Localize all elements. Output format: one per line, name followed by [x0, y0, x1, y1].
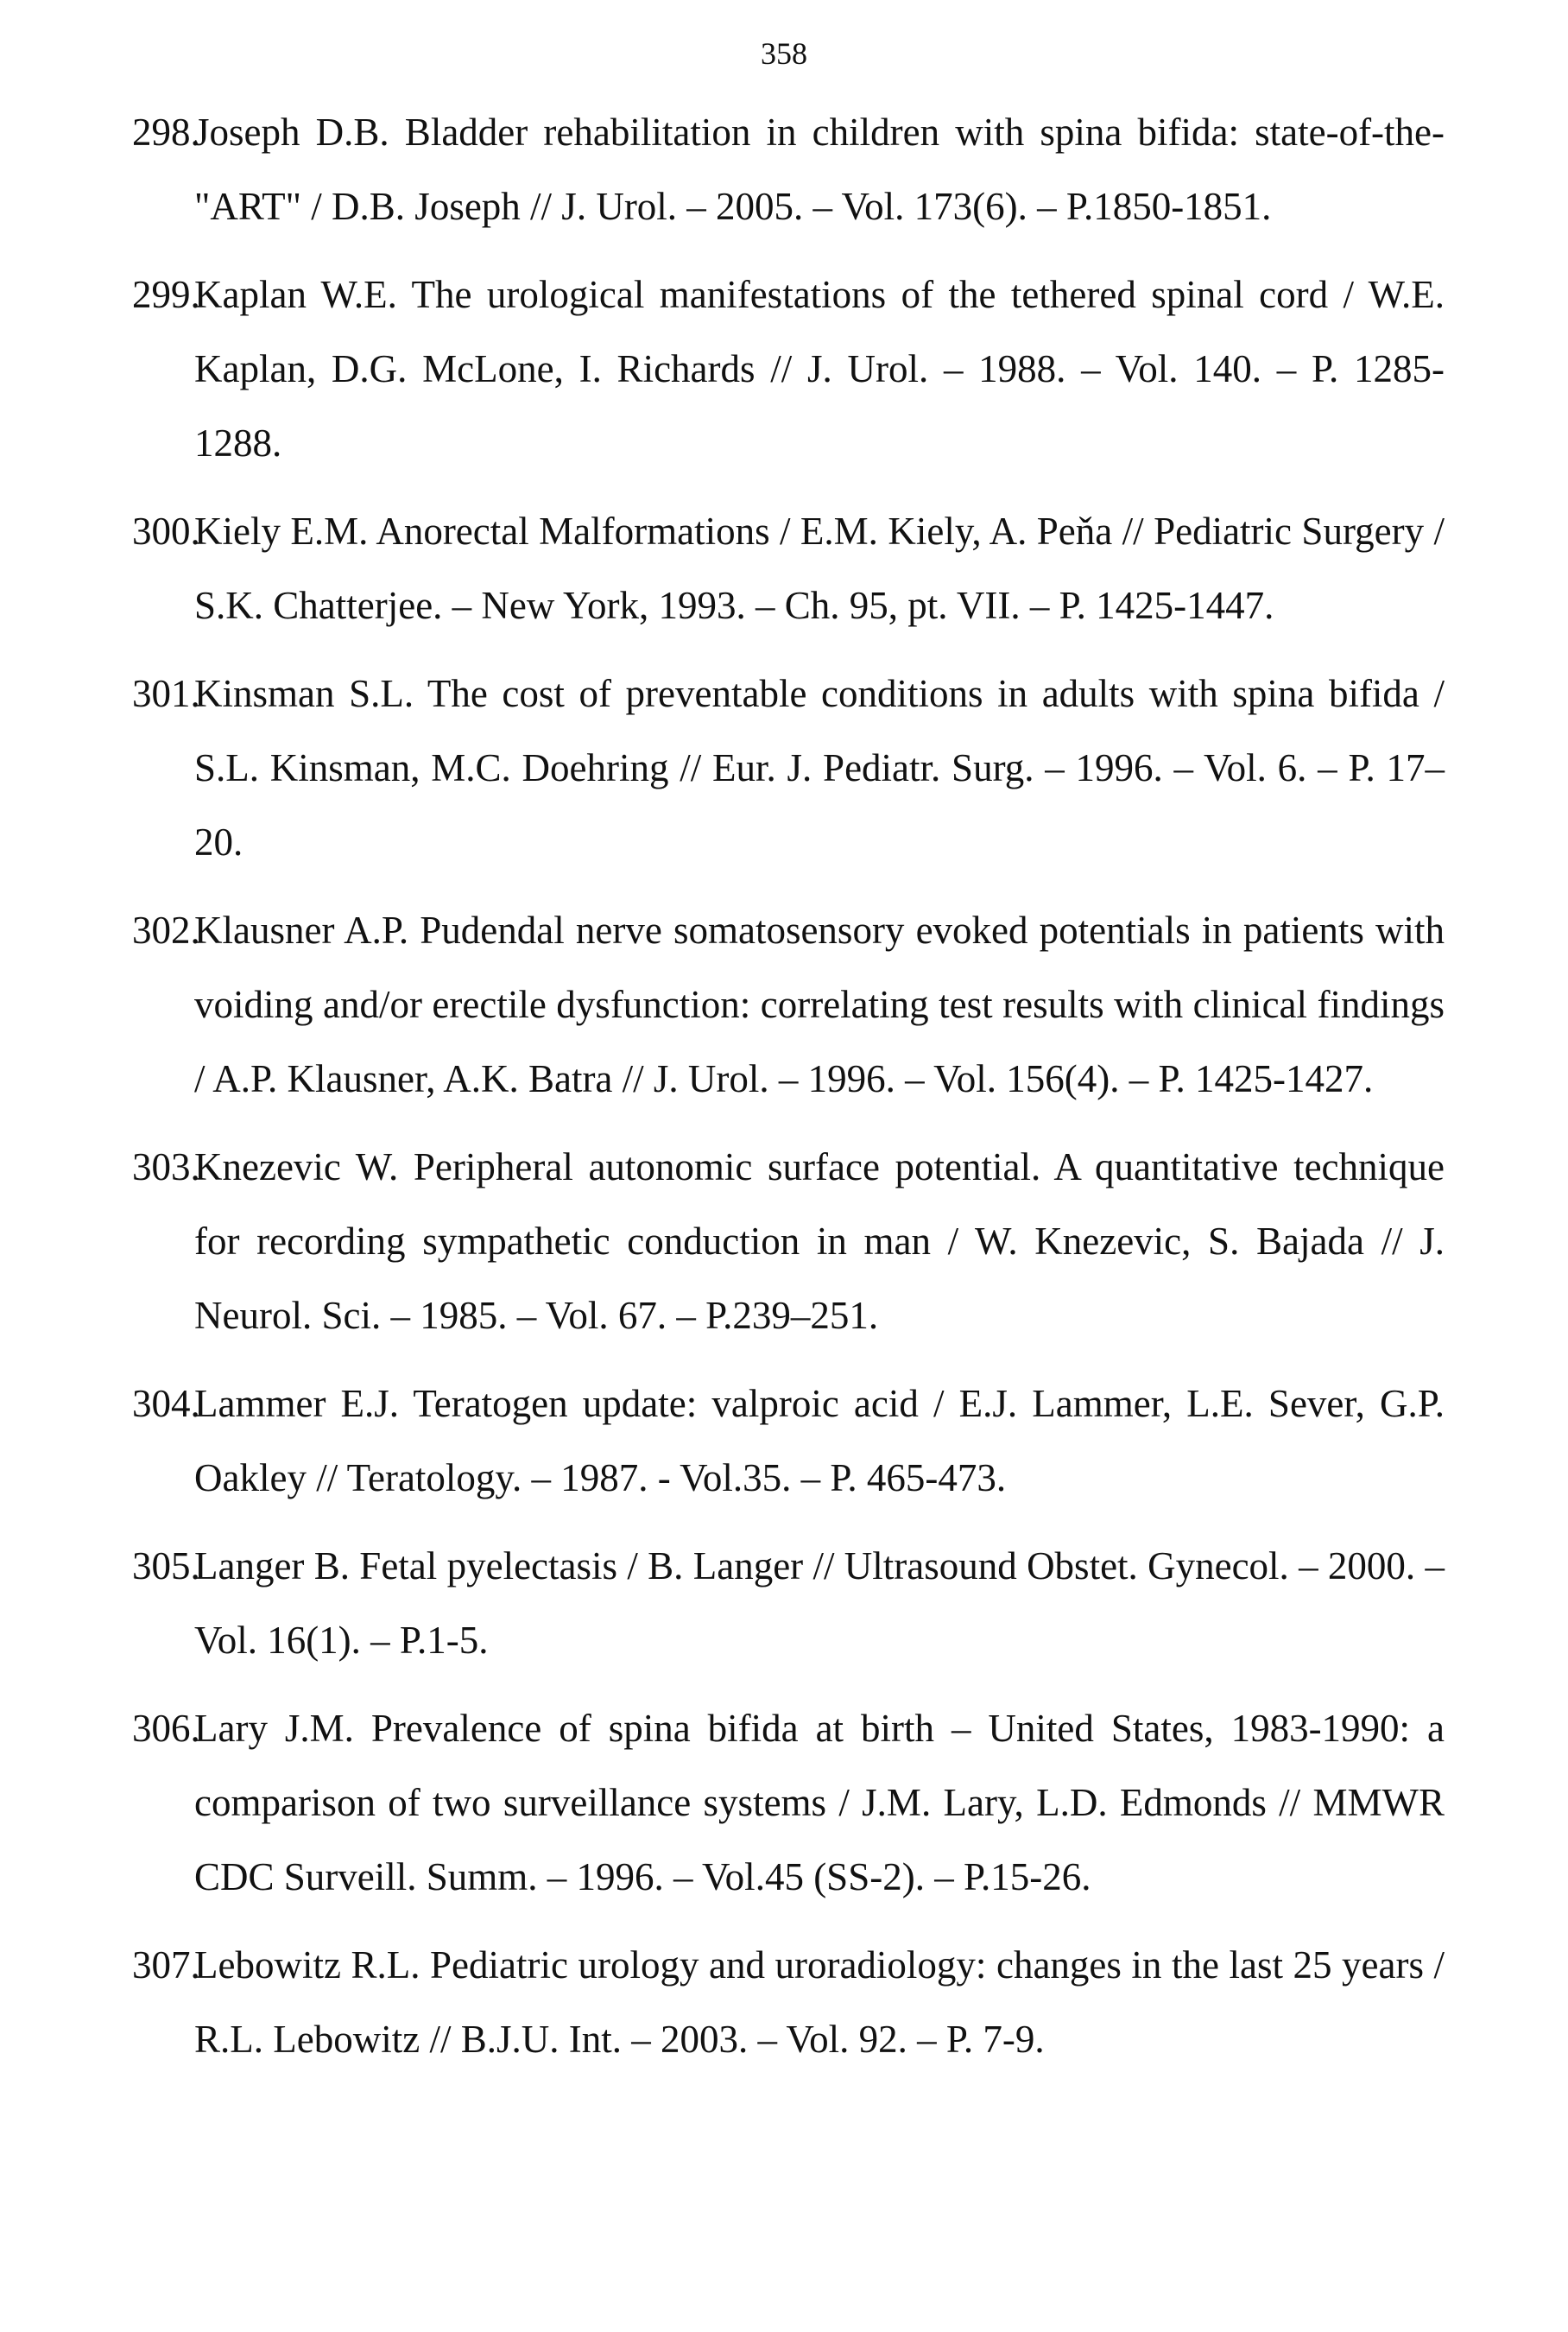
- reference-number: 300.: [132, 510, 200, 553]
- reference-text: Klausner A.P. Pudendal nerve somatosensory evoked potentials in patients with voiding and/or erectile dysfunction: correlating test results with clinical findings / A.P. Klausner, A.K. Batra // J. Urol. – 1996. – Vol. 156(4). – P. 1425-1427.: [194, 909, 1445, 1100]
- reference-number: 302.: [132, 909, 200, 952]
- page-number: 358: [761, 36, 807, 71]
- reference-item-307: [132, 1928, 1445, 2076]
- reference-text: Kaplan W.E. The urological manifestations of the tethered spinal cord / W.E. Kaplan, D.G. McLone, I. Richards // J. Urol. – 1988. – Vol. 140. – P. 1285-1288.: [194, 273, 1445, 465]
- reference-number: 299.: [132, 273, 200, 316]
- reference-text: Kiely E.M. Anorectal Malformations / E.M. Kiely, A. Peňa // Pediatric Surgery / S.K. Chatterjee. – New York, 1993. – Ch. 95, pt. VII. – P. 1425-1447.: [194, 510, 1445, 627]
- reference-item-299: [132, 257, 1445, 480]
- reference-text: Lammer E.J. Teratogen update: valproic acid / E.J. Lammer, L.E. Sever, G.P. Oakley // Teratology. – 1987. - Vol.35. – P. 465-473.: [194, 1382, 1445, 1499]
- reference-text: Langer B. Fetal pyelectasis / B. Langer // Ultrasound Obstet. Gynecol. – 2000. – Vol. 16(1). – P.1-5.: [194, 1544, 1445, 1662]
- reference-item-305: [132, 1529, 1445, 1677]
- reference-item-300: [132, 494, 1445, 643]
- reference-number: 307.: [132, 1943, 200, 1987]
- reference-text: Lebowitz R.L. Pediatric urology and uroradiology: changes in the last 25 years / R.L. Lebowitz // B.J.U. Int. – 2003. – Vol. 92. – P. 7-9.: [194, 1943, 1445, 2061]
- reference-number: 301.: [132, 672, 200, 715]
- reference-number: 304.: [132, 1382, 200, 1425]
- reference-text: Knezevic W. Peripheral autonomic surface potential. A quantitative technique for recording sympathetic conduction in man / W. Knezevic, S. Bajada // J. Neurol. Sci. – 1985. – Vol. 67. – P.239–251.: [194, 1145, 1445, 1337]
- reference-item-298: [132, 95, 1445, 244]
- reference-number: 306.: [132, 1707, 200, 1750]
- reference-text: Joseph D.B. Bladder rehabilitation in children with spina bifida: state-of-the-"ART" / D.B. Joseph // J. Urol. – 2005. – Vol. 173(6). – P.1850-1851.: [194, 111, 1445, 228]
- reference-text: Lary J.M. Prevalence of spina bifida at birth – United States, 1983-1990: a comparison of two surveillance systems / J.M. Lary, L.D. Edmonds // MMWR CDC Surveill. Summ. – 1996. – Vol.45 (SS-2). – P.15-26.: [194, 1707, 1445, 1898]
- reference-item-301: [132, 656, 1445, 879]
- reference-item-303: [132, 1130, 1445, 1353]
- reference-text: Kinsman S.L. The cost of preventable conditions in adults with spina bifida / S.L. Kinsman, M.C. Doehring // Eur. J. Pediatr. Surg. – 1996. – Vol. 6. – P. 17–20.: [194, 672, 1445, 864]
- reference-list: [132, 95, 1445, 2090]
- reference-number: 303.: [132, 1145, 200, 1188]
- reference-number: 298.: [132, 111, 200, 154]
- reference-item-302: [132, 893, 1445, 1116]
- reference-item-304: [132, 1366, 1445, 1515]
- reference-item-306: [132, 1691, 1445, 1914]
- reference-number: 305.: [132, 1544, 200, 1587]
